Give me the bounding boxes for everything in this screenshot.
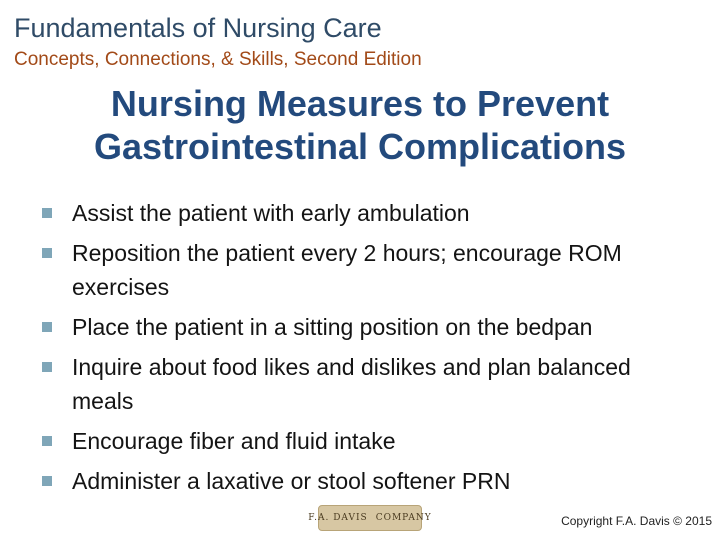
copyright-notice: Copyright F.A. Davis © 2015 [561,514,712,528]
book-title: Fundamentals of Nursing Care [14,13,382,43]
slide-title-line-1: Nursing Measures to Prevent [110,83,610,124]
bullet-item [42,196,692,230]
square-bullet-icon [42,248,52,258]
bullet-item [42,310,692,344]
logo-text-left: F.A. DAVIS [308,513,368,523]
bullet-text: Administer a laxative or stool softener PRN [72,468,511,494]
bullet-item [42,350,692,418]
bullet-item [42,424,692,458]
square-bullet-icon [42,322,52,332]
square-bullet-icon [42,362,52,372]
square-bullet-icon [42,476,52,486]
slide-title [40,82,680,168]
bullet-item [42,236,692,304]
square-bullet-icon [42,436,52,446]
bullet-list [42,196,692,504]
bullet-item [42,464,692,498]
bullet-text: Place the patient in a sitting position on the bedpan [72,314,593,340]
bullet-text: Encourage fiber and fluid intake [72,428,396,454]
fa-davis-logo [308,505,432,531]
slide-title-line-2: Gastrointestinal Complications [93,126,627,168]
square-bullet-icon [42,208,52,218]
bullet-text: Assist the patient with early ambulation [72,200,470,226]
bullet-text: Inquire about food likes and dislikes and plan balanced meals [72,354,631,414]
book-subtitle: Concepts, Connections, & Skills, Second Edition [14,49,422,70]
logo-text-right: COMPANY [375,513,432,523]
bullet-text: Reposition the patient every 2 hours; encourage ROM exercises [72,240,622,300]
